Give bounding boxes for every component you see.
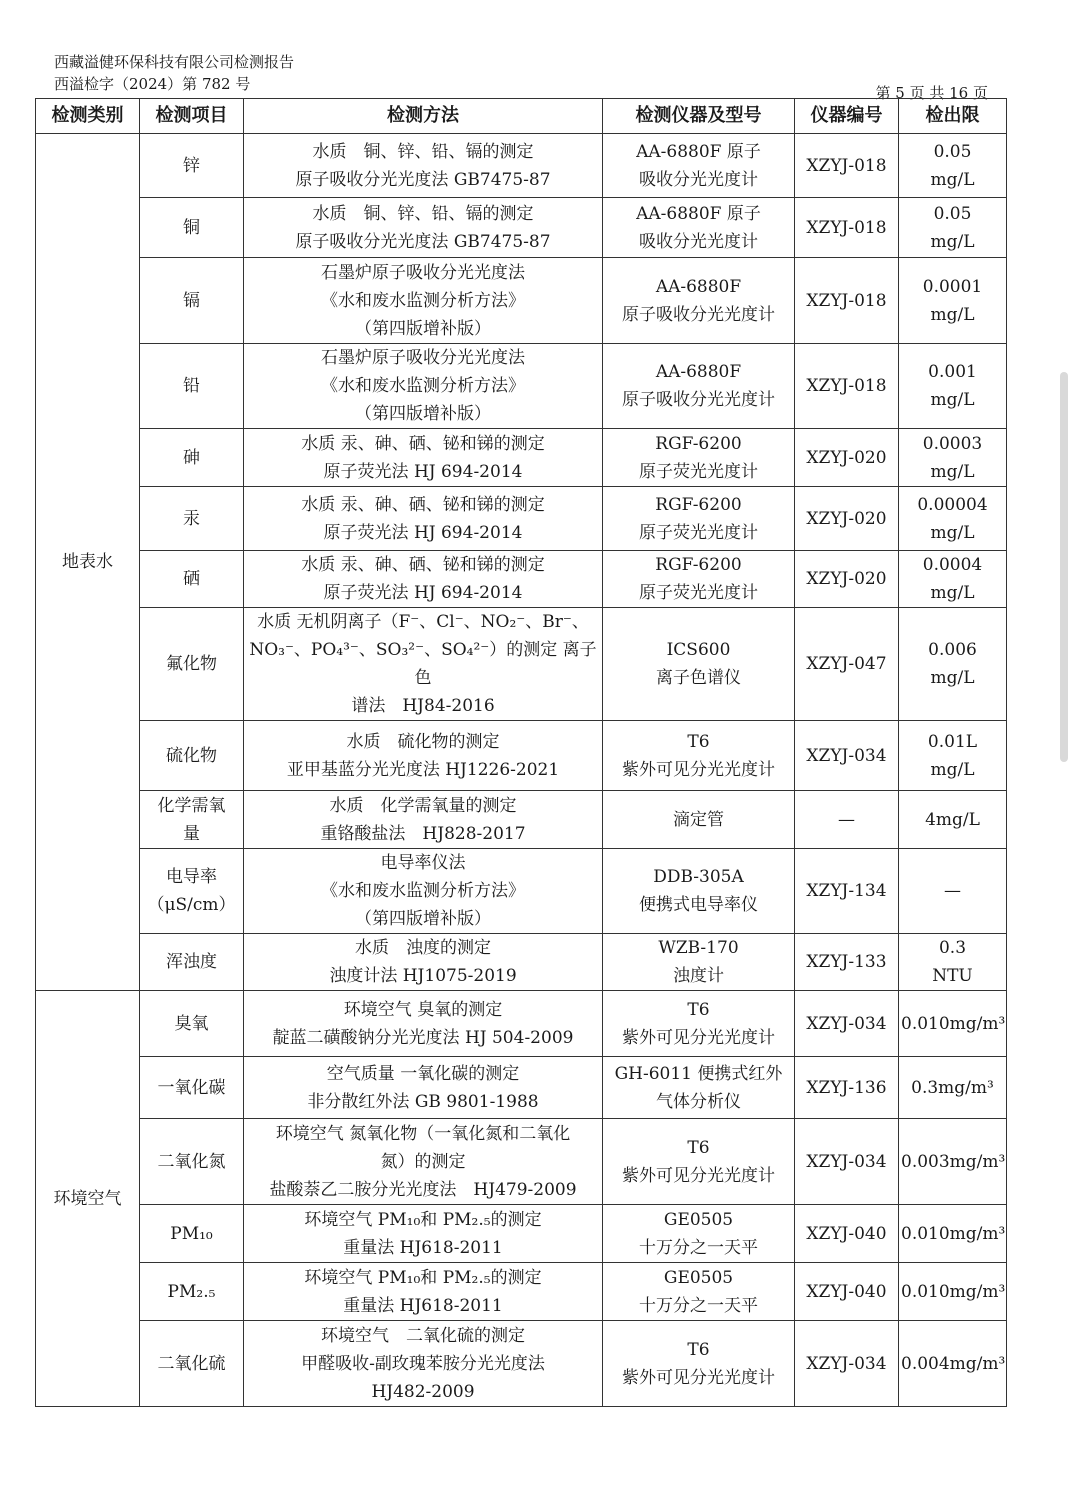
cell-line: 石墨炉原子吸收分光光度法 — [321, 348, 525, 368]
instrument-code-cell: XZYJ-034 — [795, 991, 899, 1057]
cell-line: AA-6880F 原子 — [636, 203, 761, 224]
cell-line: 0.010mg/m³ — [901, 1223, 1006, 1244]
cell-line: 0.01L — [927, 731, 978, 752]
cell-line: 电导率仪法 — [380, 853, 466, 873]
cell-line: 浊度计法 HJ1075-2019 — [329, 966, 517, 986]
cell-line: 滴定管 — [673, 809, 724, 830]
method-cell — [244, 934, 603, 991]
cell-line: 0.05 — [933, 141, 972, 162]
detection-limit-cell — [899, 344, 1007, 429]
cell-line: 靛蓝二磺酸钠分光光度法 HJ 504-2009 — [272, 1027, 574, 1048]
cell-line: 水质 化学需氧量的测定 — [329, 795, 517, 816]
cell-line: 0.0004 — [922, 555, 983, 575]
cell-line: ICS600 — [666, 640, 731, 660]
col-header-instrument: 检测仪器及型号 — [603, 99, 795, 134]
item-cell: PM₂.₅ — [140, 1263, 244, 1321]
scrollbar[interactable] — [1060, 372, 1068, 762]
detection-limit-cell — [899, 791, 1007, 849]
cell-line: 原子荧光法 HJ 694-2014 — [323, 522, 523, 543]
instrument-cell — [603, 258, 795, 344]
item-cell: 铜 — [140, 198, 244, 258]
cell-line: 吸收分光光度计 — [639, 231, 758, 252]
cell-line: （第四版增补版） — [355, 318, 491, 339]
cell-line: 原子吸收分光光度计 — [622, 390, 775, 410]
item-cell: 浑浊度 — [140, 934, 244, 991]
cell-line: 石墨炉原子吸收分光光度法 — [321, 262, 525, 283]
cell-line: NTU — [932, 966, 973, 986]
col-header-category: 检测类别 — [36, 99, 140, 134]
cell-line: mg/L — [930, 668, 975, 688]
instrument-code-cell: XZYJ-034 — [795, 1321, 899, 1407]
detection-limit-cell — [899, 551, 1007, 608]
method-cell — [244, 1205, 603, 1263]
cell-line: DDB-305A — [653, 867, 744, 887]
col-header-item: 检测项目 — [140, 99, 244, 134]
col-header-limit: 检出限 — [899, 99, 1007, 134]
item-cell: 砷 — [140, 429, 244, 487]
item-cell: 镉 — [140, 258, 244, 344]
detection-limit-cell — [899, 487, 1007, 551]
instrument-cell — [603, 344, 795, 429]
instrument-code-cell: XZYJ-018 — [795, 198, 899, 258]
cell-line: 0.003mg/m³ — [901, 1151, 1006, 1172]
cell-line: 原子荧光光度计 — [639, 461, 758, 482]
instrument-code-cell: XZYJ-040 — [795, 1263, 899, 1321]
detection-methods-table — [35, 98, 1007, 1407]
method-cell — [244, 1119, 603, 1205]
cell-line: 0.05 — [933, 203, 972, 224]
cell-line: 0.00004 — [917, 494, 988, 515]
cell-line: 便携式电导率仪 — [639, 895, 758, 915]
instrument-cell — [603, 551, 795, 608]
cell-line: mg/L — [930, 461, 975, 482]
cell-line: 《水和废水监测分析方法》 — [321, 376, 525, 396]
instrument-code-cell: XZYJ-136 — [795, 1057, 899, 1119]
cell-line: 紫外可见分光光度计 — [622, 1165, 775, 1186]
cell-line: 原子荧光光度计 — [639, 522, 758, 543]
method-cell — [244, 134, 603, 198]
col-header-code: 仪器编号 — [795, 99, 899, 134]
cell-line: 十万分之一天平 — [639, 1237, 758, 1258]
instrument-cell — [603, 1321, 795, 1407]
instrument-cell — [603, 198, 795, 258]
table-row — [36, 1057, 1007, 1119]
cell-line: 重量法 HJ618-2011 — [343, 1237, 503, 1258]
page-number: 第 5 页 共 16 页 — [875, 84, 988, 102]
cell-line: 化学需氧 — [157, 795, 226, 816]
cell-line: 紫外可见分光光度计 — [622, 1367, 775, 1388]
instrument-code-cell: — — [795, 791, 899, 849]
cell-line: GE0505 — [663, 1267, 734, 1288]
item-cell — [140, 791, 244, 849]
detection-limit-cell — [899, 1205, 1007, 1263]
cell-line: mg/L — [930, 759, 975, 780]
table-row — [36, 551, 1007, 608]
table-row — [36, 258, 1007, 344]
cell-line: RGF-6200 — [655, 494, 742, 515]
method-cell — [244, 487, 603, 551]
instrument-cell — [603, 721, 795, 791]
cell-line: GE0505 — [663, 1209, 734, 1230]
category-cell: 环境空气 — [36, 991, 140, 1407]
table-row — [36, 344, 1007, 429]
item-cell: 二氧化硫 — [140, 1321, 244, 1407]
detection-limit-cell — [899, 849, 1007, 934]
cell-line: 0.3mg/m³ — [911, 1077, 994, 1098]
cell-line: mg/L — [930, 231, 975, 252]
cell-line: 《水和废水监测分析方法》 — [321, 881, 525, 901]
cell-line: 紫外可见分光光度计 — [622, 1027, 775, 1048]
method-cell — [244, 1057, 603, 1119]
cell-line: 原子吸收分光光度法 GB7475-87 — [295, 231, 551, 252]
cell-line: mg/L — [930, 522, 975, 543]
instrument-cell — [603, 791, 795, 849]
item-cell: 氟化物 — [140, 608, 244, 721]
detection-limit-cell — [899, 1119, 1007, 1205]
company-report-title: 西藏溢健环保科技有限公司检测报告 — [54, 53, 295, 71]
item-cell — [140, 849, 244, 934]
cell-line: 水质 硫化物的测定 — [346, 731, 500, 752]
table-row — [36, 721, 1007, 791]
cell-line: 亚甲基蓝分光光度法 HJ1226-2021 — [286, 759, 560, 780]
instrument-cell — [603, 429, 795, 487]
method-cell — [244, 791, 603, 849]
cell-line: 环境空气 臭氧的测定 — [343, 999, 503, 1020]
method-cell — [244, 198, 603, 258]
cell-line: 水质 无机阴离子（F⁻、Cl⁻、NO₂⁻、Br⁻、 — [257, 612, 589, 632]
cell-line: T6 — [687, 999, 710, 1020]
cell-line: 气体分析仪 — [656, 1091, 741, 1112]
instrument-cell — [603, 1119, 795, 1205]
detection-limit-cell — [899, 258, 1007, 344]
cell-line: 水质 铜、锌、铅、镉的测定 — [312, 141, 534, 162]
detection-limit-cell — [899, 1321, 1007, 1407]
table-row — [36, 849, 1007, 934]
instrument-code-cell: XZYJ-018 — [795, 344, 899, 429]
item-cell: 臭氧 — [140, 991, 244, 1057]
cell-line: 原子吸收分光光度法 GB7475-87 — [295, 169, 551, 190]
cell-line: 环境空气 二氧化硫的测定 — [321, 1325, 525, 1346]
cell-line: 0.0003 — [922, 433, 983, 454]
item-cell: 汞 — [140, 487, 244, 551]
cell-line: GH-6011 便携式红外 — [614, 1063, 783, 1084]
item-cell: 锌 — [140, 134, 244, 198]
report-number: 西溢检字（2024）第 782 号 — [54, 75, 251, 93]
cell-line: 水质 汞、砷、硒、铋和锑的测定 — [301, 433, 545, 454]
method-cell — [244, 991, 603, 1057]
cell-line: 电导率 — [166, 867, 217, 887]
method-cell — [244, 344, 603, 429]
item-cell: 铅 — [140, 344, 244, 429]
table-row — [36, 1119, 1007, 1205]
detection-limit-cell — [899, 1263, 1007, 1321]
instrument-cell — [603, 934, 795, 991]
method-cell — [244, 429, 603, 487]
method-cell — [244, 1263, 603, 1321]
method-cell — [244, 721, 603, 791]
instrument-code-cell: XZYJ-018 — [795, 134, 899, 198]
cell-line: AA-6880F — [655, 276, 742, 297]
cell-line: 0.001 — [928, 362, 977, 382]
instrument-cell — [603, 849, 795, 934]
cell-line: 0.006 — [928, 640, 977, 660]
cell-line: 氮）的测定 — [380, 1151, 466, 1172]
cell-line: T6 — [687, 1137, 710, 1158]
cell-line: T6 — [687, 731, 710, 752]
table-row — [36, 791, 1007, 849]
item-cell: 二氧化氮 — [140, 1119, 244, 1205]
cell-line: 环境空气 PM₁₀和 PM₂.₅的测定 — [304, 1267, 542, 1288]
cell-line: 重铬酸盐法 HJ828-2017 — [320, 823, 526, 844]
instrument-cell — [603, 991, 795, 1057]
table-header-row — [36, 99, 1007, 134]
detection-limit-cell — [899, 608, 1007, 721]
cell-line: 盐酸萘乙二胺分光光度法 HJ479-2009 — [269, 1179, 577, 1200]
detection-limit-cell — [899, 1057, 1007, 1119]
cell-line: mg/L — [930, 390, 975, 410]
cell-line: NO₃⁻、PO₄³⁻、SO₃²⁻、SO₄²⁻）的测定 离子色 — [249, 640, 597, 688]
table-row — [36, 934, 1007, 991]
instrument-cell — [603, 487, 795, 551]
cell-line: T6 — [687, 1339, 710, 1360]
instrument-code-cell: XZYJ-020 — [795, 551, 899, 608]
cell-line: 4mg/L — [925, 809, 980, 830]
cell-line: 甲醛吸收-副玫瑰苯胺分光光度法 — [301, 1353, 545, 1374]
cell-line: 离子色谱仪 — [656, 668, 741, 688]
table-row — [36, 198, 1007, 258]
instrument-code-cell: XZYJ-034 — [795, 1119, 899, 1205]
cell-line: 非分散红外法 GB 9801-1988 — [307, 1091, 539, 1112]
method-cell — [244, 849, 603, 934]
instrument-code-cell: XZYJ-047 — [795, 608, 899, 721]
cell-line: 0.010mg/m³ — [901, 1013, 1006, 1034]
cell-line: 环境空气 氮氧化物（一氧化氮和二氧化 — [275, 1123, 571, 1144]
cell-line: AA-6880F 原子 — [636, 141, 761, 162]
cell-line: mg/L — [930, 169, 975, 190]
table-row — [36, 1321, 1007, 1407]
detection-limit-cell — [899, 429, 1007, 487]
item-cell: PM₁₀ — [140, 1205, 244, 1263]
col-header-method: 检测方法 — [244, 99, 603, 134]
instrument-code-cell: XZYJ-040 — [795, 1205, 899, 1263]
cell-line: 《水和废水监测分析方法》 — [321, 290, 525, 311]
table-row — [36, 991, 1007, 1057]
cell-line: 十万分之一天平 — [639, 1295, 758, 1316]
instrument-cell — [603, 1057, 795, 1119]
cell-line: 紫外可见分光光度计 — [622, 759, 775, 780]
cell-line: 水质 汞、砷、硒、铋和锑的测定 — [301, 555, 545, 575]
cell-line: 原子荧光光度计 — [639, 583, 758, 603]
instrument-cell — [603, 1205, 795, 1263]
cell-line: （μS/cm） — [147, 895, 236, 915]
item-cell: 硒 — [140, 551, 244, 608]
table-row — [36, 487, 1007, 551]
cell-line: HJ482-2009 — [371, 1381, 475, 1402]
cell-line: 谱法 HJ84-2016 — [351, 696, 495, 716]
detection-limit-cell — [899, 934, 1007, 991]
cell-line: （第四版增补版） — [355, 404, 491, 424]
instrument-code-cell: XZYJ-134 — [795, 849, 899, 934]
cell-line: 0.004mg/m³ — [901, 1353, 1006, 1374]
cell-line: — — [944, 881, 961, 901]
cell-line: 吸收分光光度计 — [639, 169, 758, 190]
detection-limit-cell — [899, 198, 1007, 258]
detection-limit-cell — [899, 721, 1007, 791]
cell-line: 0.010mg/m³ — [901, 1281, 1006, 1302]
method-cell — [244, 1321, 603, 1407]
cell-line: 0.3 — [938, 938, 967, 958]
table-row — [36, 1263, 1007, 1321]
instrument-cell — [603, 1263, 795, 1321]
cell-line: （第四版增补版） — [355, 909, 491, 929]
category-cell: 地表水 — [36, 134, 140, 991]
cell-line: WZB-170 — [658, 938, 739, 958]
instrument-code-cell: XZYJ-020 — [795, 429, 899, 487]
cell-line: 量 — [183, 823, 200, 844]
cell-line: AA-6880F — [655, 362, 742, 382]
cell-line: 0.0001 — [922, 276, 983, 297]
cell-line: 水质 浊度的测定 — [355, 938, 491, 958]
method-cell — [244, 258, 603, 344]
cell-line: 重量法 HJ618-2011 — [343, 1295, 503, 1316]
method-cell — [244, 608, 603, 721]
cell-line: 原子荧光法 HJ 694-2014 — [323, 583, 523, 603]
item-cell: 硫化物 — [140, 721, 244, 791]
table-row — [36, 134, 1007, 198]
cell-line: 原子荧光法 HJ 694-2014 — [323, 461, 523, 482]
cell-line: 原子吸收分光光度计 — [622, 304, 775, 325]
detection-limit-cell — [899, 991, 1007, 1057]
instrument-cell — [603, 134, 795, 198]
cell-line: 水质 汞、砷、硒、铋和锑的测定 — [301, 494, 545, 515]
cell-line: RGF-6200 — [655, 433, 742, 454]
cell-line: 浊度计 — [673, 966, 724, 986]
table-row — [36, 429, 1007, 487]
table-row — [36, 1205, 1007, 1263]
item-cell: 一氧化碳 — [140, 1057, 244, 1119]
cell-line: mg/L — [930, 583, 975, 603]
method-cell — [244, 551, 603, 608]
instrument-code-cell: XZYJ-020 — [795, 487, 899, 551]
instrument-code-cell: XZYJ-034 — [795, 721, 899, 791]
cell-line: mg/L — [930, 304, 975, 325]
cell-line: RGF-6200 — [655, 555, 742, 575]
instrument-cell — [603, 608, 795, 721]
instrument-code-cell: XZYJ-018 — [795, 258, 899, 344]
detection-limit-cell — [899, 134, 1007, 198]
cell-line: 空气质量 一氧化碳的测定 — [326, 1063, 520, 1084]
instrument-code-cell: XZYJ-133 — [795, 934, 899, 991]
table-row — [36, 608, 1007, 721]
cell-line: 水质 铜、锌、铅、镉的测定 — [312, 203, 534, 224]
cell-line: 环境空气 PM₁₀和 PM₂.₅的测定 — [304, 1209, 542, 1230]
